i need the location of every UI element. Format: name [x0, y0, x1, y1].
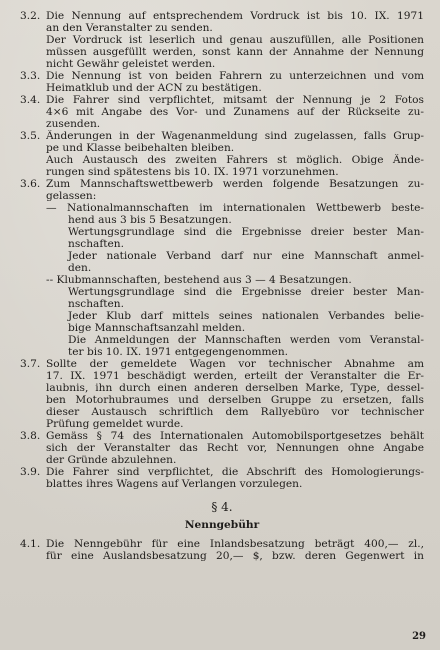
text-line: Der Vordruck ist leserlich und genau auszufüllen, alle Positionen [46, 34, 424, 46]
text-line: Sollte der gemeldete Wagen vor technischer Abnahme am [46, 358, 424, 370]
text-line: Die Fahrer sind verpflichtet, mitsamt der Nennung je 2 Fotos [46, 94, 424, 106]
paragraph-3-2 [20, 10, 424, 70]
text-line: gelassen: [46, 190, 97, 202]
text-line: an den Veranstalter zu senden. [46, 22, 213, 34]
text-line: der Gründe abzulehnen. [46, 454, 177, 466]
paragraph-3-9 [20, 466, 424, 490]
text-line: dieser Austausch schriftlich dem Rallyebüro vor technischer [46, 406, 424, 418]
text-line: hend aus 3 bis 5 Besatzungen. [68, 214, 232, 226]
page-number: 29 [412, 631, 426, 642]
text-line: 17. IX. 1971 beschädigt werden, erteilt der Veranstalter die Er- [46, 370, 424, 382]
paragraph-3-7 [20, 358, 424, 430]
text-line: Auch Austausch des zweiten Fahrers st möglich. Obige Ände- [46, 154, 424, 166]
paragraph-3-3 [20, 70, 424, 94]
text-line: nschaften. [68, 238, 124, 250]
text-line: Jeder Klub darf mittels seines nationalen Verbandes belie- [68, 310, 424, 322]
text-line: Wertungsgrundlage sind die Ergebnisse dreier bester Man- [68, 286, 424, 298]
text-line: zusenden. [46, 118, 101, 130]
text-line: Die Nennung ist von beiden Fahrern zu unterzeichnen und vom [46, 70, 424, 82]
text-line: den. [68, 262, 92, 274]
text-line: Heimatklub und der ACN zu bestätigen. [46, 82, 262, 94]
text-line: Änderungen in der Wagenanmeldung sind zugelassen, falls Grup- [46, 130, 424, 142]
text-line: 4×6 mit Angabe des Vor- und Zunamens auf der Rückseite zu- [46, 106, 424, 118]
paragraph-number: 3.4. [20, 94, 41, 106]
text-line: rungen sind spätestens bis 10. IX. 1971 vorzunehmen. [46, 166, 339, 178]
text-line: sich der Veranstalter das Recht vor, Nennungen ohne Angabe [46, 442, 424, 454]
text-line: pe und Klasse beibehalten bleiben. [46, 142, 235, 154]
text-line: laubnis, ihn durch einen anderen derselben Marke, Type, dessel- [46, 382, 424, 394]
text-line: blattes ihres Wagens auf Verlangen vorzulegen. [46, 478, 303, 490]
text-line: Wertungsgrundlage sind die Ergebnisse dreier bester Man- [68, 226, 424, 238]
paragraph-number: 3.8. [20, 430, 41, 442]
paragraph-number: 3.2. [20, 10, 41, 22]
text-line: Zum Mannschaftswettbewerb werden folgende Besatzungen zu- [46, 178, 424, 190]
text-line: nicht Gewähr geleistet werden. [46, 58, 216, 70]
text-line: Die Fahrer sind verpflichtet, die Abschrift des Homologierungs- [46, 466, 424, 478]
text-line: Die Nenngebühr für eine Inlandsbesatzung beträgt 400,— zl., [46, 538, 424, 550]
paragraph-number: 3.7. [20, 358, 41, 370]
text-line: Gemäss § 74 des Internationalen Automobilsportgesetzes behält [46, 430, 424, 442]
section-title: Nenngebühr [184, 519, 260, 531]
text-line: bige Mannschaftsanzahl melden. [68, 322, 246, 334]
paragraph-3-4 [20, 94, 424, 130]
paragraph-number: 3.6. [20, 178, 41, 190]
text-line: -- Klubmannschaften, bestehend aus 3 — 4 Besatzungen. [46, 274, 352, 286]
text-line: ben Motorhubraumes und derselben Gruppe zu ersetzen, falls [46, 394, 424, 406]
paragraph-3-8 [20, 430, 424, 466]
text-line: Prüfung gemeldet wurde. [46, 418, 184, 430]
paragraph-4-1 [20, 538, 424, 562]
paragraph-number: 4.1. [20, 538, 41, 550]
paragraph-number: 3.3. [20, 70, 41, 82]
text-line: ter bis 10. IX. 1971 entgegengenommen. [68, 346, 289, 358]
paragraph-3-6 [20, 178, 424, 358]
paragraph-number: 3.9. [20, 466, 41, 478]
text-line: — Nationalmannschaften im internationalen Wettbewerb beste- [46, 202, 424, 214]
text-line: nschaften. [68, 298, 124, 310]
text-line: Jeder nationale Verband darf nur eine Mannschaft anmel- [68, 250, 424, 262]
text-line: Die Nennung auf entsprechendem Vordruck ist bis 10. IX. 1971 [46, 10, 424, 22]
section-number: § 4. [211, 500, 233, 514]
paragraph-number: 3.5. [20, 130, 41, 142]
text-line: Die Anmeldungen der Mannschaften werden vom Veranstal- [68, 334, 424, 346]
paragraph-3-5 [20, 130, 424, 178]
text-line: für eine Auslandsbesatzung 20,— $, bzw. deren Gegenwert in [46, 550, 424, 562]
text-line: müssen ausgefüllt werden, sonst kann der Annahme der Nennung [46, 46, 424, 58]
